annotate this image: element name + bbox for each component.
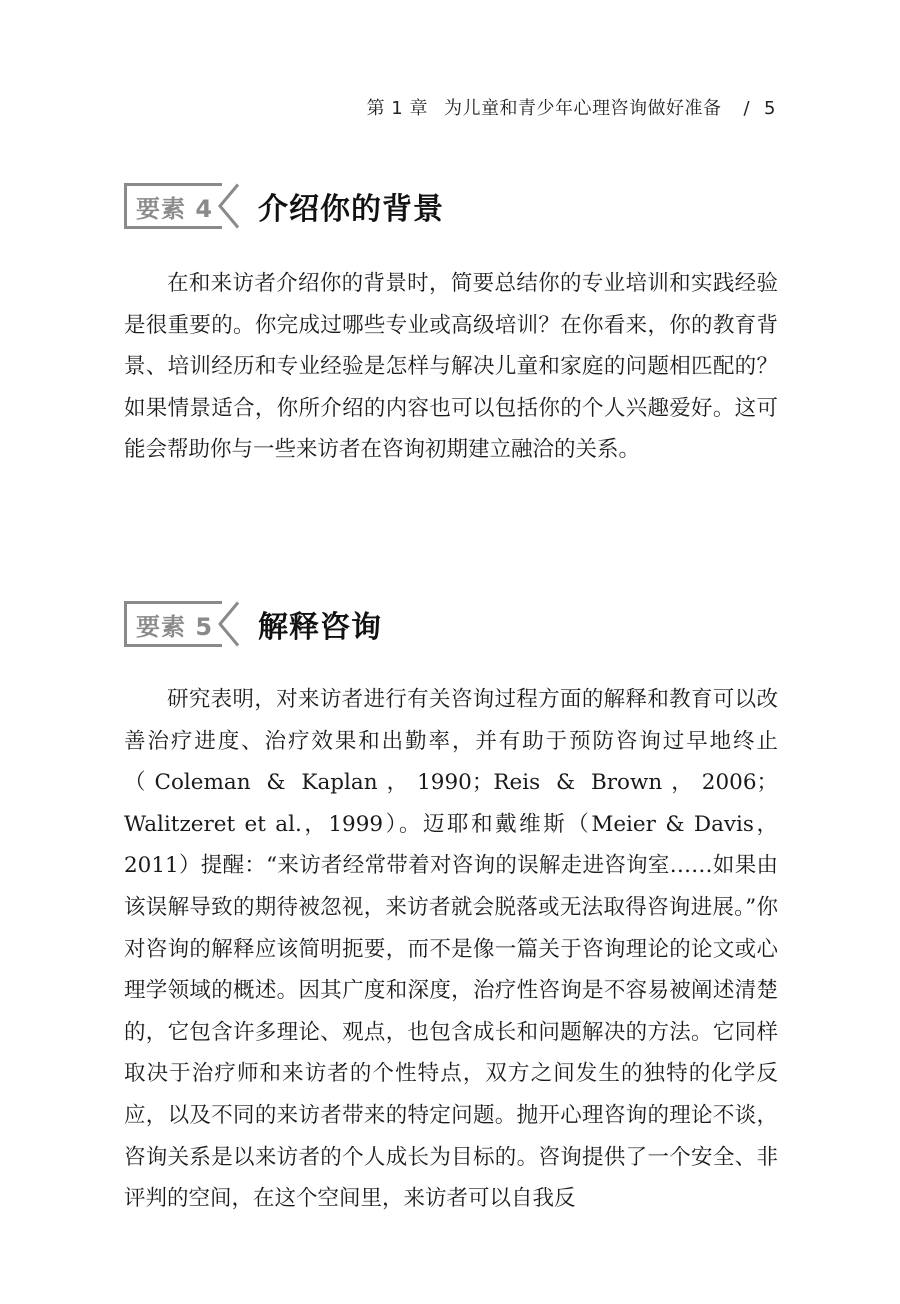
section-heading-element-4 [124, 183, 444, 229]
section-heading-element-5 [124, 601, 382, 647]
running-header [367, 94, 776, 120]
element-tag [124, 601, 242, 647]
chapter-title: 为儿童和青少年心理咨询做好准备 [443, 98, 722, 119]
element-tag [124, 183, 242, 229]
element-label: 要素 5 [136, 612, 214, 641]
header-separator: / [743, 98, 751, 119]
body-paragraph: 研究表明，对来访者进行有关咨询过程方面的解释和教育可以改善治疗进度、治疗效果和出勤率，并有助于预防咨询过早地终止（Coleman & Kaplan，1990；Reis & Brown，2006；Walitzeret et al.，1999）。迈耶和戴维斯（Meier & Davis，2011）提醒：“来访者经常带着对咨询的误解走进咨询室……如果由该误解导致的期待被忽视，来访者就会脱落或无法取得咨询进展。”你对咨询的解释应该简明扼要，而不是像一篇关于咨询理论的论文或心理学领域的概述。因其广度和深度，治疗性咨询是不容易被阐述清楚的，它包含许多理论、观点，也包含成长和问题解决的方法。它同样取决于治疗师和来访者的个性特点，双方之间发生的独特的化学反应，以及不同的来访者带来的特定问题。抛开心理咨询的理论不谈，咨询关系是以来访者的个人成长为目标的。咨询提供了一个安全、非评判的空间，在这个空间里，来访者可以自我反 [124, 687, 778, 1212]
chapter-number: 第 1 章 [366, 98, 428, 119]
section-title: 解释咨询 [258, 610, 382, 645]
element-label: 要素 4 [136, 194, 214, 223]
section-title: 介绍你的背景 [258, 192, 444, 227]
page-number: 5 [764, 98, 776, 119]
body-paragraph: 在和来访者介绍你的背景时，简要总结你的专业培训和实践经验是很重要的。你完成过哪些专业或高级培训？在你看来，你的教育背景、培训经历和专业经验是怎样与解决儿童和家庭的问题相匹配的？如果情景适合，你所介绍的内容也可以包括你的个人兴趣爱好。这可能会帮助你与一些来访者在咨询初期建立融洽的关系。 [124, 271, 778, 463]
